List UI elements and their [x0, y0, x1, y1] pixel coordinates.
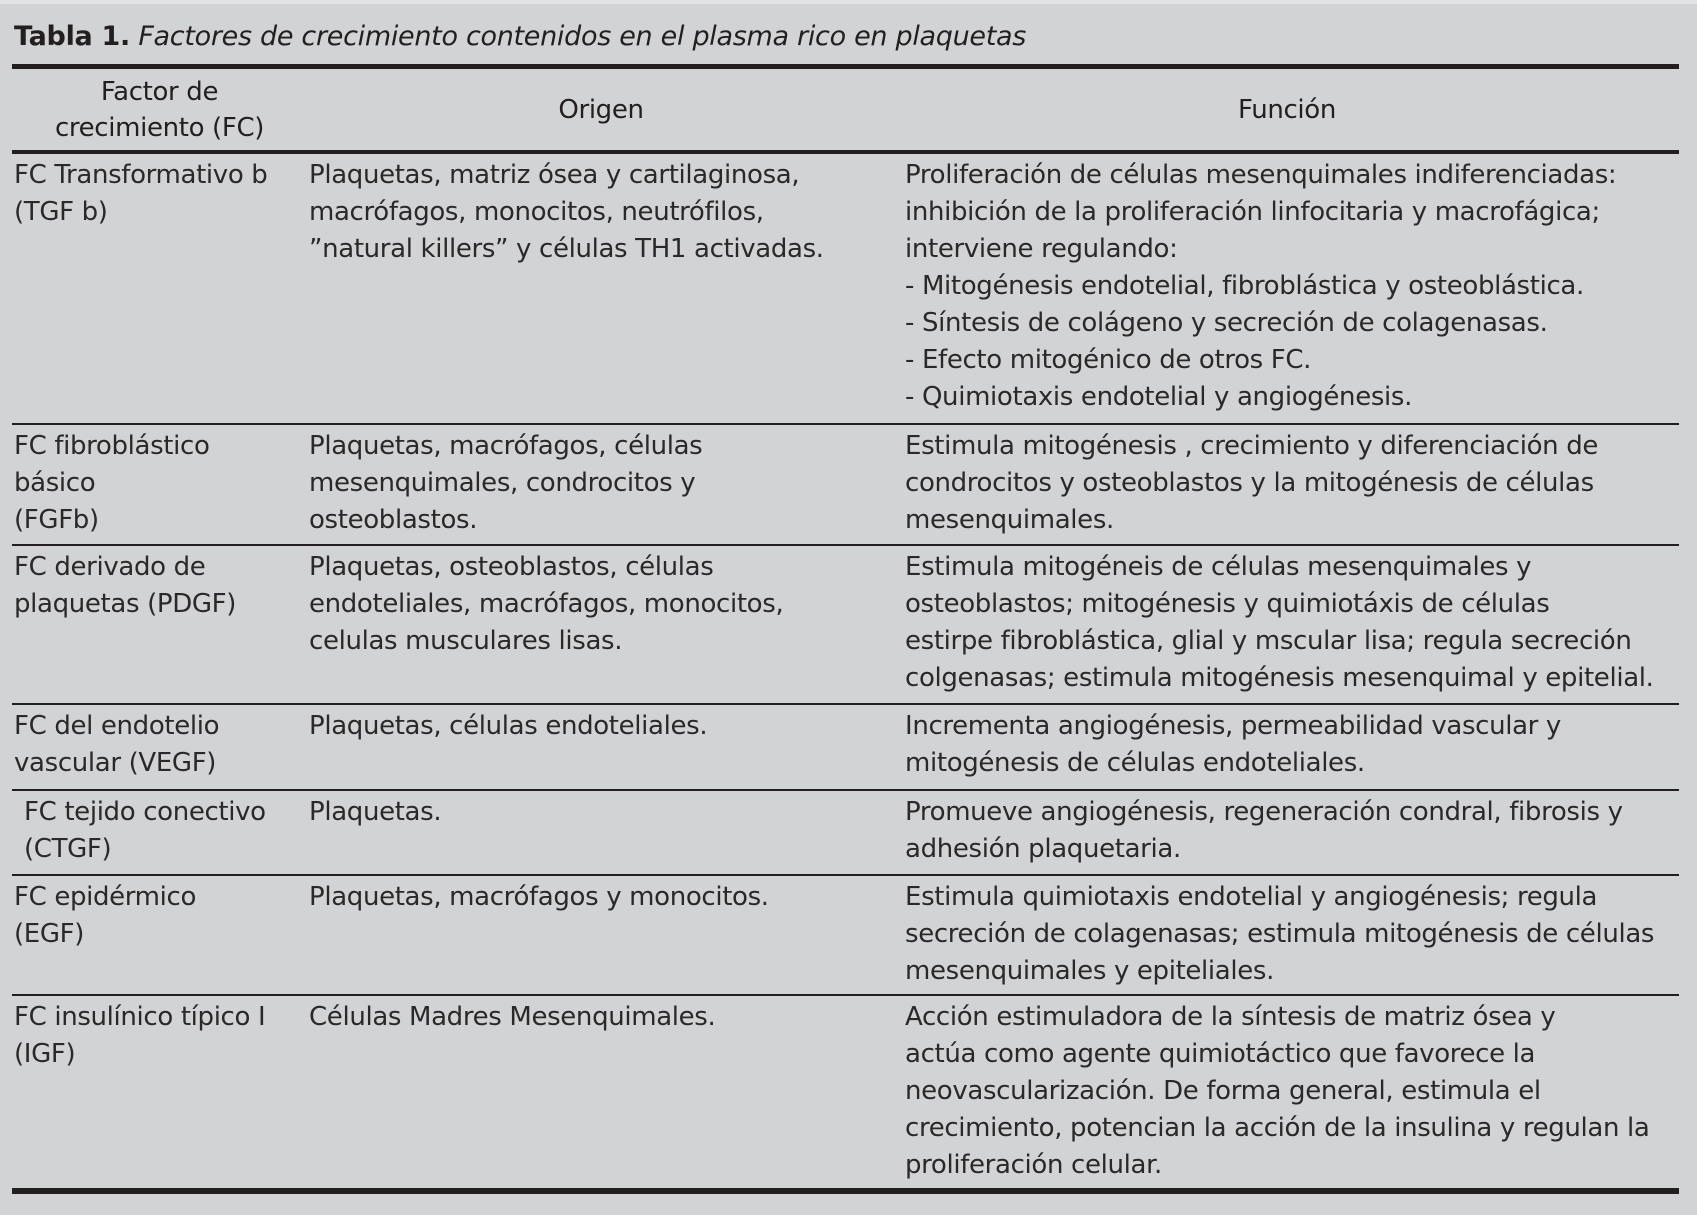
origen-line: Plaquetas, osteoblastos, células: [309, 552, 714, 582]
funcion-line: actúa como agente quimiotáctico que favorece la: [905, 1039, 1536, 1069]
cell-origen: [307, 152, 895, 424]
cell-funcion: [895, 875, 1679, 995]
factor-line: básico: [14, 468, 96, 498]
funcion-line: neovascularización. De forma general, estimula el: [905, 1076, 1541, 1106]
cell-origen: [307, 545, 895, 704]
funcion-line: mesenquimales.: [905, 505, 1114, 535]
table-row-vegf: [12, 704, 1679, 790]
cell-origen: [307, 790, 895, 875]
table-row-fgfb: [12, 424, 1679, 545]
cell-origen: [307, 995, 895, 1191]
factor-line: (TGF b): [14, 197, 108, 227]
funcion-line: crecimiento, potencian la acción de la insulina y regulan la: [905, 1113, 1650, 1143]
funcion-line: Estimula mitogéneis de células mesenquimales y: [905, 552, 1532, 582]
cell-origen: [307, 704, 895, 790]
funcion-line: inhibición de la proliferación linfocitaria y macrofágica;: [905, 197, 1600, 227]
table-row-igf: [12, 995, 1679, 1191]
cell-factor: [12, 424, 307, 545]
table-row-tgf: [12, 152, 1679, 424]
funcion-list-item: - Síntesis de colágeno y secreción de colagenasas.: [905, 308, 1548, 338]
funcion-line: Acción estimuladora de la síntesis de matriz ósea y: [905, 1002, 1556, 1032]
growth-factors-table: [12, 64, 1679, 1194]
funcion-line: mitogénesis de células endoteliales.: [905, 748, 1365, 778]
cell-factor: [12, 152, 307, 424]
funcion-list-item: - Quimiotaxis endotelial y angiogénesis.: [905, 382, 1413, 412]
cell-funcion: [895, 545, 1679, 704]
funcion-line: proliferación celular.: [905, 1150, 1162, 1180]
cell-origen: [307, 424, 895, 545]
cell-funcion: [895, 790, 1679, 875]
header-factor: [12, 67, 307, 153]
table-row-egf: [12, 875, 1679, 995]
header-funcion: [895, 67, 1679, 153]
cell-factor: [12, 545, 307, 704]
table-row-ctgf: [12, 790, 1679, 875]
caption-label: Tabla 1.: [14, 21, 131, 52]
header-funcion-label: Función: [1238, 94, 1336, 125]
cell-funcion: [895, 995, 1679, 1191]
table-header: [12, 67, 1679, 153]
factor-line: FC Transformativo b: [14, 160, 268, 190]
funcion-line: secreción de colagenasas; estimula mitogénesis de células: [905, 919, 1655, 949]
cell-factor: [12, 704, 307, 790]
factor-line: (FGFb): [14, 505, 99, 535]
cell-factor: [12, 995, 307, 1191]
factor-line: (CTGF): [24, 834, 112, 864]
header-factor-line: crecimiento (FC): [54, 112, 265, 143]
funcion-line: Incrementa angiogénesis, permeabilidad vascular y: [905, 711, 1561, 741]
factor-line: (IGF): [14, 1039, 76, 1069]
cell-funcion: [895, 704, 1679, 790]
cell-origen: [307, 875, 895, 995]
header-origen: [307, 67, 895, 153]
factor-line: vascular (VEGF): [14, 748, 217, 778]
funcion-line: colgenasas; estimula mitogénesis mesenquimal y epitelial.: [905, 663, 1654, 693]
funcion-line: adhesión plaquetaria.: [905, 834, 1181, 864]
funcion-line: estirpe fibroblástica, glial y mscular lisa; regula secreción: [905, 626, 1632, 656]
origen-line: Plaquetas, matriz ósea y cartilaginosa,: [309, 160, 800, 190]
origen-line: osteoblastos.: [309, 505, 478, 535]
origen-line: macrófagos, monocitos, neutrófilos,: [309, 197, 764, 227]
origen-line: Células Madres Mesenquimales.: [309, 1002, 716, 1032]
cell-funcion: [895, 424, 1679, 545]
table-body: [12, 152, 1679, 1191]
funcion-line: mesenquimales y epiteliales.: [905, 956, 1275, 986]
cell-funcion: [895, 152, 1679, 424]
factor-line: FC insulínico típico I: [14, 1002, 266, 1032]
origen-line: Plaquetas.: [309, 797, 442, 827]
factor-line: FC derivado de: [14, 552, 206, 582]
funcion-line: Estimula mitogénesis , crecimiento y diferenciación de: [905, 431, 1599, 461]
cell-factor: [12, 790, 307, 875]
cell-factor: [12, 875, 307, 995]
factor-line: FC fibroblástico: [14, 431, 210, 461]
table-row-pdgf: [12, 545, 1679, 704]
header-origen-label: Origen: [558, 94, 644, 125]
origen-line: Plaquetas, macrófagos y monocitos.: [309, 882, 769, 912]
factor-line: FC tejido conectivo: [24, 797, 266, 827]
factor-line: FC epidérmico: [14, 882, 197, 912]
funcion-line: Estimula quimiotaxis endotelial y angiogénesis; regula: [905, 882, 1598, 912]
table-caption: [14, 20, 1026, 54]
header-row: [12, 67, 1679, 153]
origen-line: endoteliales, macrófagos, monocitos,: [309, 589, 784, 619]
factor-line: FC del endotelio: [14, 711, 220, 741]
origen-line: ”natural killers” y células TH1 activadas.: [309, 234, 824, 264]
funcion-list-item: - Efecto mitogénico de otros FC.: [905, 345, 1312, 375]
funcion-line: Promueve angiogénesis, regeneración condral, fibrosis y: [905, 797, 1623, 827]
funcion-line: condrocitos y osteoblastos y la mitogénesis de células: [905, 468, 1594, 498]
funcion-line: osteoblastos; mitogénesis y quimiotáxis de células: [905, 589, 1550, 619]
header-factor-line: Factor de: [100, 76, 219, 107]
funcion-line: Proliferación de células mesenquimales indiferenciadas:: [905, 160, 1617, 190]
origen-line: Plaquetas, células endoteliales.: [309, 711, 708, 741]
origen-line: mesenquimales, condrocitos y: [309, 468, 696, 498]
origen-line: celulas musculares lisas.: [309, 626, 623, 656]
funcion-list-item: - Mitogénesis endotelial, fibroblástica y osteoblástica.: [905, 271, 1584, 301]
origen-line: Plaquetas, macrófagos, células: [309, 431, 703, 461]
funcion-line: interviene regulando:: [905, 234, 1178, 264]
top-margin-strip: [0, 0, 1697, 4]
factor-line: plaquetas (PDGF): [14, 589, 237, 619]
factor-line: (EGF): [14, 919, 85, 949]
caption-title: Factores de crecimiento contenidos en el plasma rico en plaquetas: [138, 21, 1027, 52]
